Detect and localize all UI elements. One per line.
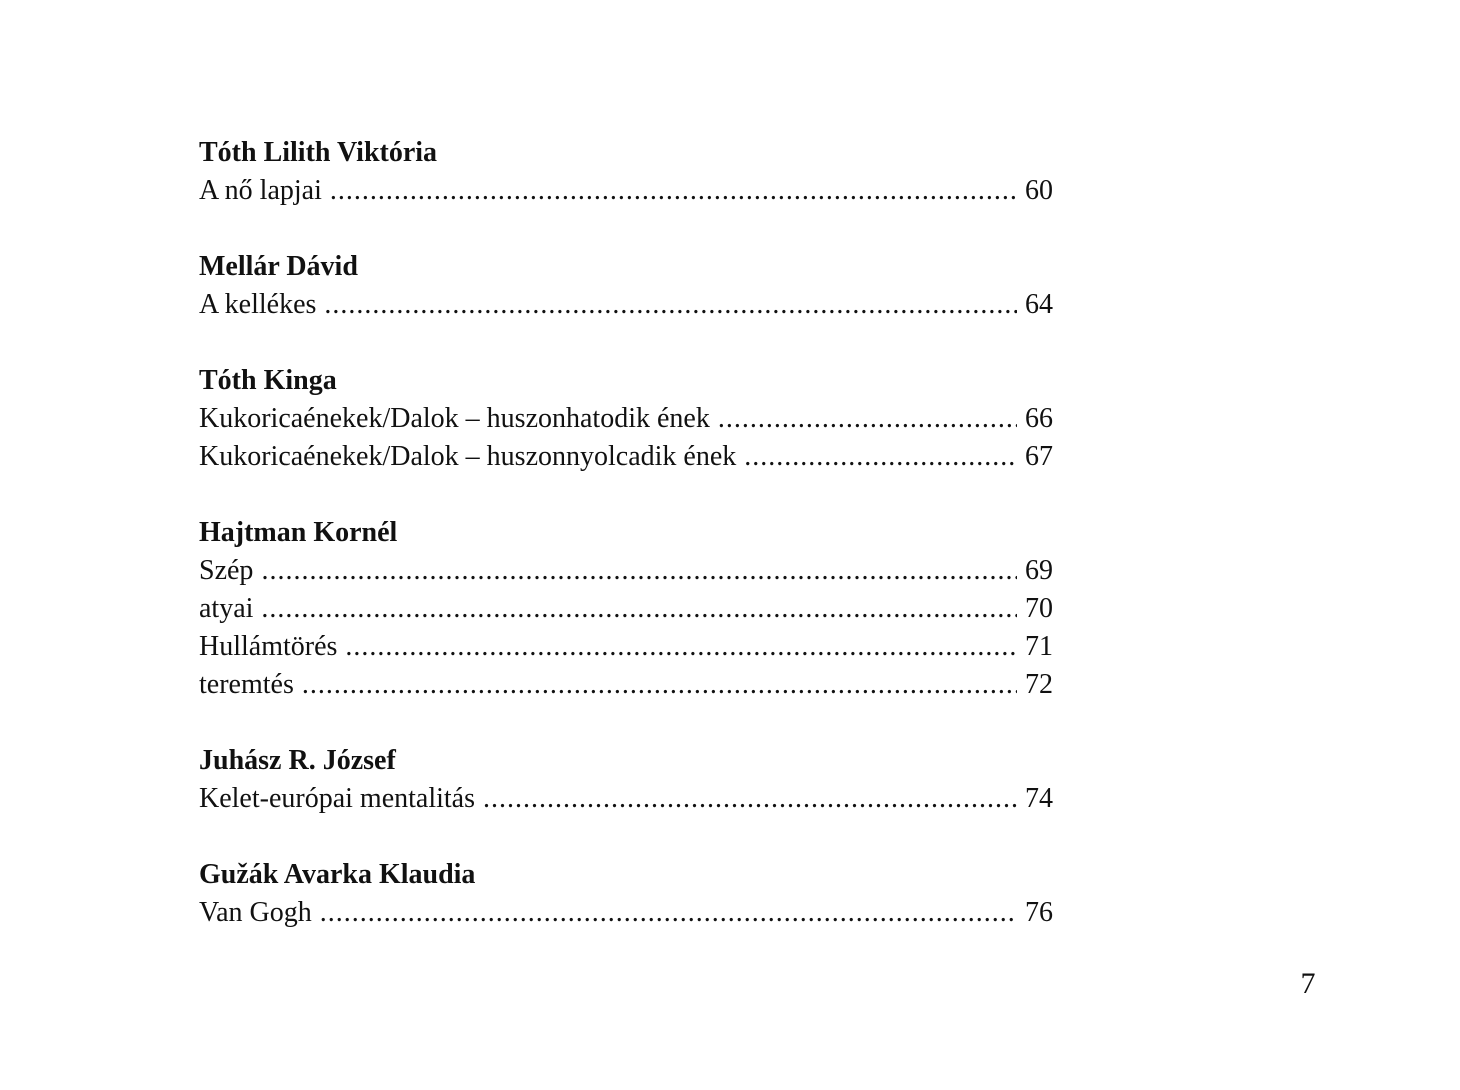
entry-page-number: 72 [1025,669,1053,700]
toc-entry [199,172,1053,210]
entry-title: Kukoricaénekek/Dalok – huszonnyolcadik ének [199,441,737,472]
dot-leader [261,590,1017,628]
toc-entry [199,400,1053,438]
entry-title: Hullámtörés [199,631,338,662]
toc-entry [199,286,1053,324]
dot-leader [320,894,1017,932]
entry-page-number: 69 [1025,555,1053,586]
entry-title: Kukoricaénekek/Dalok – huszonhatodik ének [199,403,710,434]
toc-entry [199,438,1053,476]
dot-leader [718,400,1017,438]
dot-leader [324,286,1017,324]
entry-page-number: 60 [1025,175,1053,206]
entry-title: teremtés [199,669,294,700]
author-name: Hajtman Kornél [199,517,398,548]
entry-title: Van Gogh [199,897,312,928]
entry-title: A kellékes [199,289,317,320]
entry-page-number: 76 [1025,897,1053,928]
toc-entry [199,894,1053,932]
toc-section [199,514,1053,704]
dot-leader [302,666,1017,704]
entry-page-number: 70 [1025,593,1053,624]
entry-page-number: 71 [1025,631,1053,662]
toc-section [199,362,1053,476]
entry-title: atyai [199,593,254,624]
toc-section [199,742,1053,818]
toc-section [199,856,1053,932]
toc-section [199,248,1053,324]
entry-page-number: 66 [1025,403,1053,434]
entry-page-number: 67 [1025,441,1053,472]
author-name: Tóth Kinga [199,365,337,396]
dot-leader [261,552,1017,590]
dot-leader [744,438,1017,476]
toc-entry [199,666,1053,704]
entry-page-number: 74 [1025,783,1053,814]
author-name: Gužák Avarka Klaudia [199,859,476,890]
entry-page-number: 64 [1025,289,1053,320]
toc-entry [199,780,1053,818]
page-number: 7 [1300,967,1316,1000]
author-name: Juhász R. József [199,745,396,776]
toc-section [199,134,1053,210]
table-of-contents [199,134,1053,970]
toc-entry [199,552,1053,590]
author-name: Mellár Dávid [199,251,358,282]
dot-leader [483,780,1017,818]
dot-leader [330,172,1017,210]
toc-entry [199,590,1053,628]
toc-entry [199,628,1053,666]
entry-title: A nő lapjai [199,175,322,206]
author-name: Tóth Lilith Viktória [199,137,438,168]
entry-title: Kelet-európai mentalitás [199,783,475,814]
entry-title: Szép [199,555,254,586]
dot-leader [345,628,1017,666]
